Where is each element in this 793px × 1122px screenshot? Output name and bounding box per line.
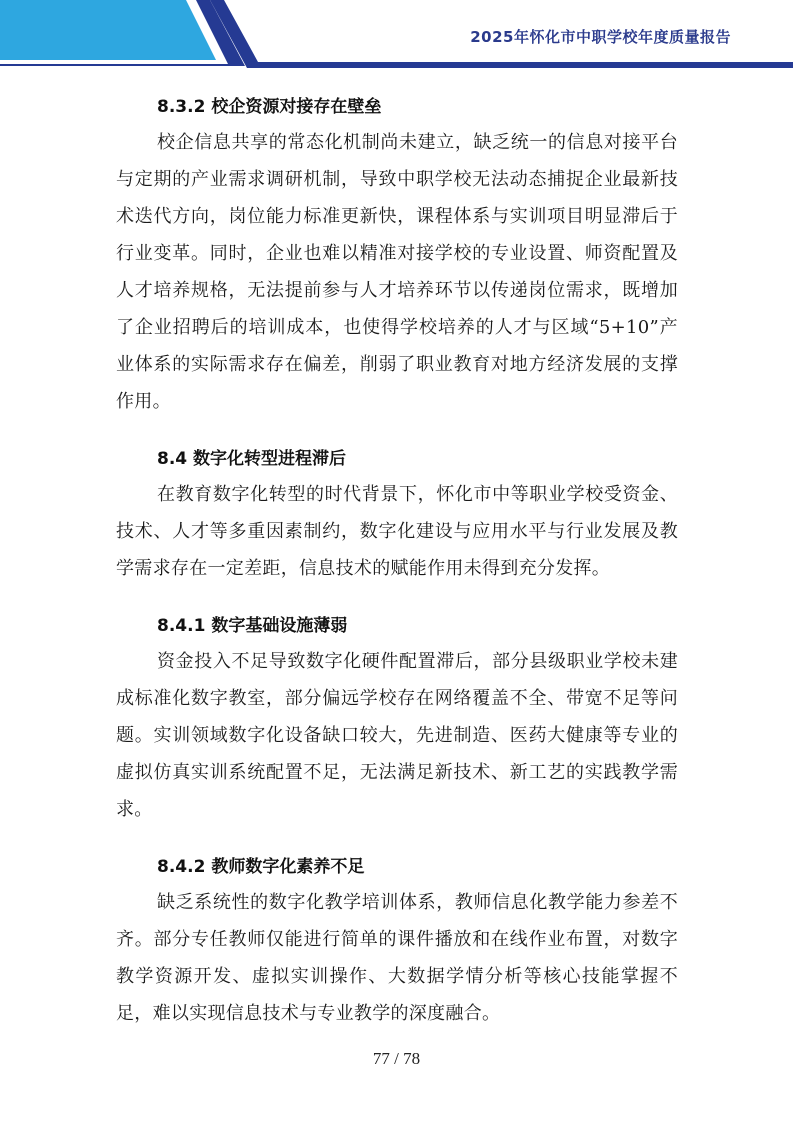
section-heading: 8.3.2 校企资源对接存在壁垒 bbox=[157, 97, 382, 117]
section-heading: 8.4.1 数字基础设施薄弱 bbox=[157, 616, 348, 636]
section-heading: 8.4.2 教师数字化素养不足 bbox=[157, 857, 365, 877]
section-8-4-2 bbox=[116, 850, 678, 1032]
page-number: 77 / 78 bbox=[372, 1049, 421, 1068]
section-paragraph: 资金投入不足导致数字化硬件配置滞后，部分县级职业学校未建成标准化数字教室，部分偏远学校存在网络覆盖不全、带宽不足等问题。实训领域数字化设备缺口较大，先进制造、医药大健康等专业的虚拟仿真实训系统配置不足，无法满足新技术、新工艺的实践教学需求。 bbox=[116, 651, 678, 820]
section-8-4 bbox=[116, 442, 678, 587]
section-paragraph: 在教育数字化转型的时代背景下，怀化市中等职业学校受资金、技术、人才等多重因素制约，数字化建设与应用水平与行业发展及教学需求存在一定差距，信息技术的赋能作用未得到充分发挥。 bbox=[116, 484, 678, 579]
section-paragraph: 缺乏系统性的数字化教学培训体系，教师信息化教学能力参差不齐。部分专任教师仅能进行简单的课件播放和在线作业布置，对数字教学资源开发、虚拟实训操作、大数据学情分析等核心技能掌握不足，难以实现信息技术与专业教学的深度融合。 bbox=[116, 892, 678, 1024]
report-title: 2025年怀化市中职学校年度质量报告 bbox=[470, 28, 731, 46]
banner-cyan-block bbox=[0, 0, 216, 60]
section-8-4-1 bbox=[116, 609, 678, 828]
section-8-3-2 bbox=[116, 90, 678, 420]
header-banner bbox=[0, 0, 793, 80]
page-content bbox=[116, 90, 678, 1054]
section-heading: 8.4 数字化转型进程滞后 bbox=[157, 449, 347, 469]
section-paragraph: 校企信息共享的常态化机制尚未建立，缺乏统一的信息对接平台与定期的产业需求调研机制，导致中职学校无法动态捕捉企业最新技术迭代方向，岗位能力标准更新快，课程体系与实训项目明显滞后于行业变革。同时，企业也难以精准对接学校的专业设置、师资配置及人才培养规格，无法提前参与人才培养环节以传递岗位需求，既增加了企业招聘后的培训成本，也使得学校培养的人才与区域“5+10”产业体系的实际需求存在偏差，削弱了职业教育对地方经济发展的支撑作用。 bbox=[116, 132, 678, 412]
